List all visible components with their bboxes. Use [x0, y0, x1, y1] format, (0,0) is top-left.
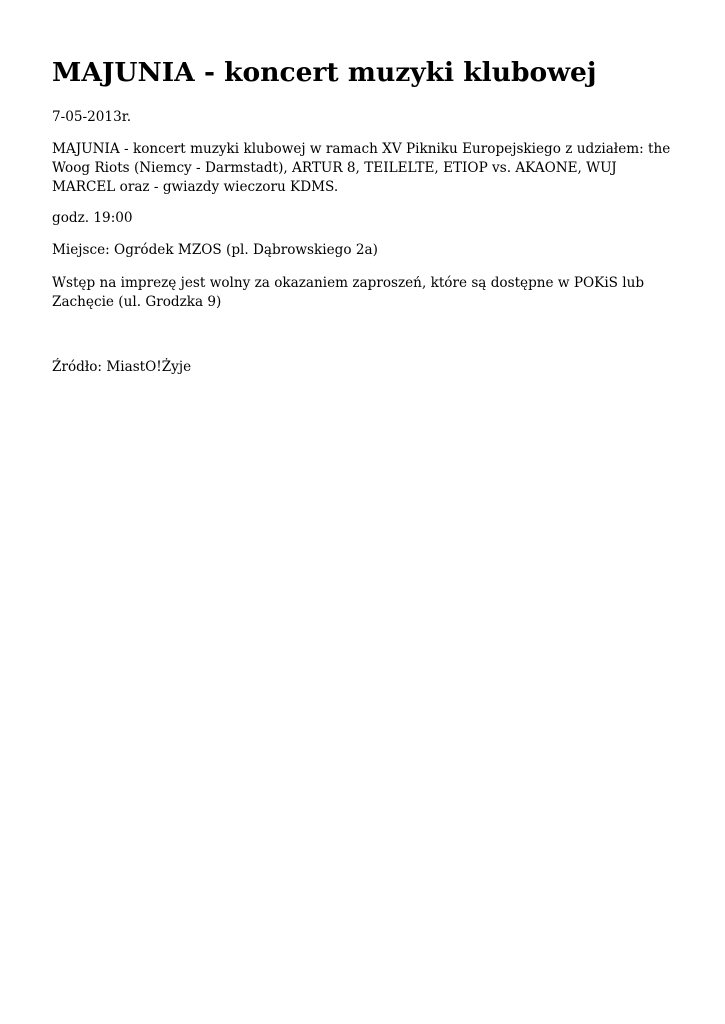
- event-description: MAJUNIA - koncert muzyki klubowej w ramach XV Pikniku Europejskiego z udziałem: the Woog Riots (Niemcy - Darmstadt), ARTUR 8, TEILELTE, ETIOP vs. AKAONE, WUJ MARCEL oraz - gwiazdy wieczoru KDMS.: [52, 141, 671, 195]
- event-date: 7-05-2013r.: [52, 109, 132, 125]
- event-entry-info: Wstęp na imprezę jest wolny za okazaniem zaproszeń, które są dostępne w POKiS lub Zachęcie (ul. Grodzka 9): [52, 275, 645, 310]
- event-time: godz. 19:00: [52, 210, 133, 226]
- page-title: MAJUNIA - koncert muzyki klubowej: [52, 57, 597, 88]
- event-place: Miejsce: Ogródek MZOS (pl. Dąbrowskiego 2a): [52, 242, 378, 258]
- source-credit: Źródło: MiastO!Żyje: [52, 359, 192, 375]
